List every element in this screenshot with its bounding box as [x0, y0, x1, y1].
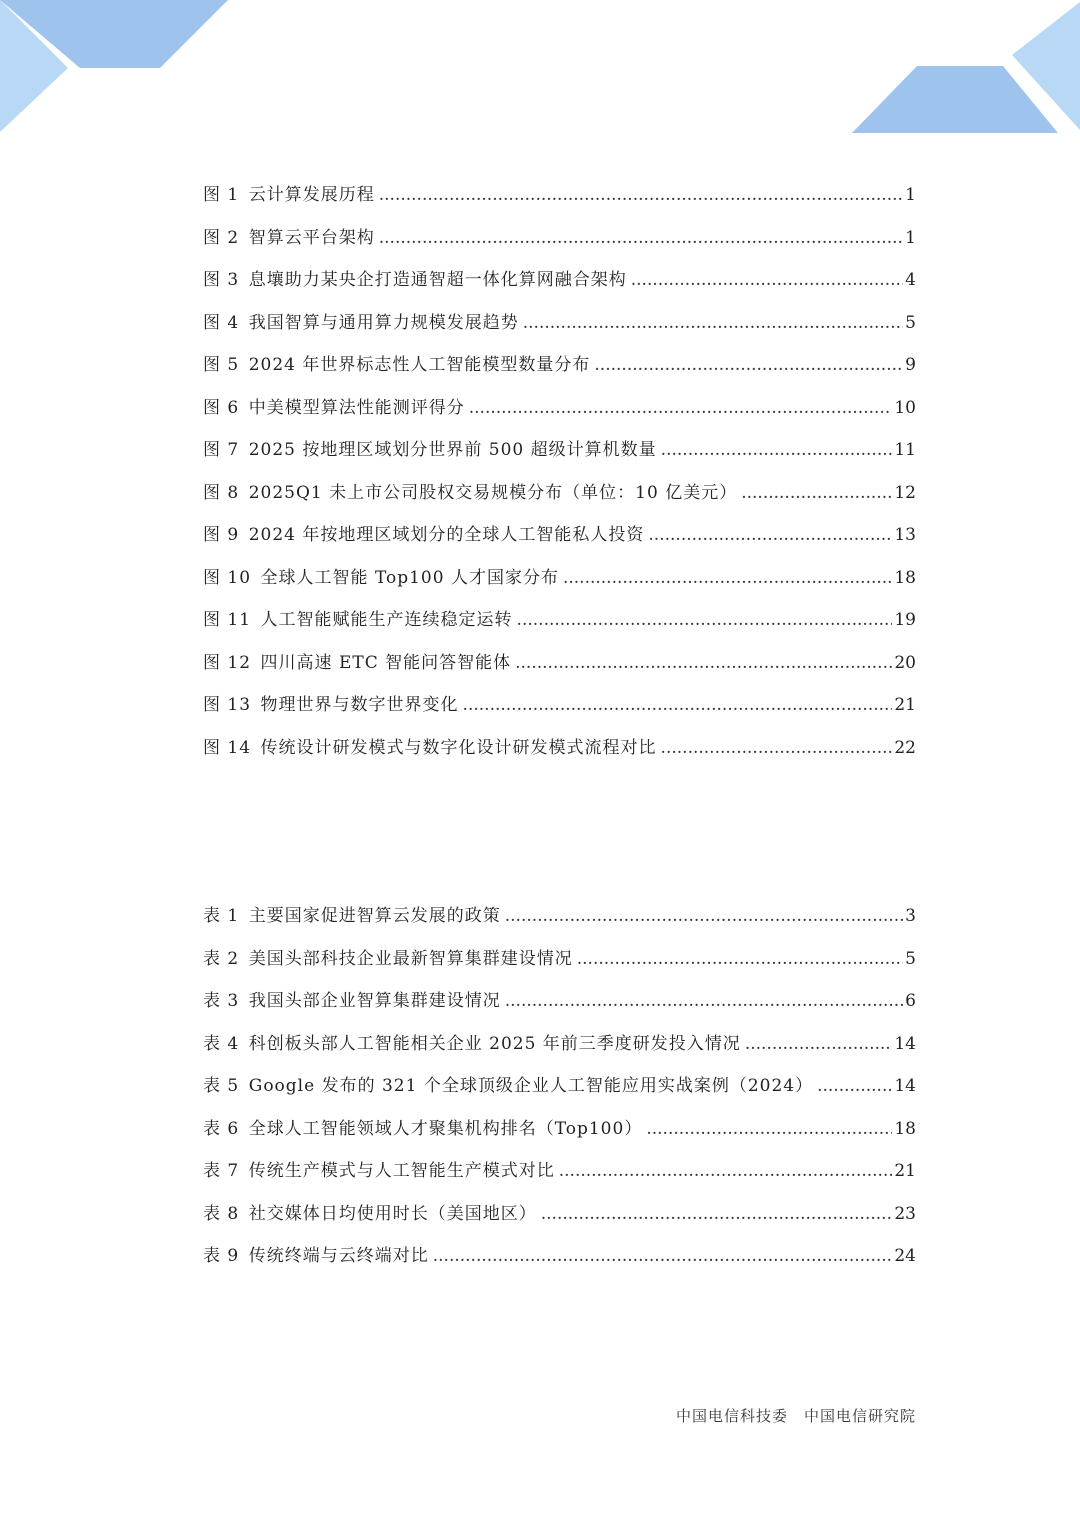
- dot-leader: [517, 610, 893, 630]
- table-entry[interactable]: [203, 944, 916, 987]
- table-entry-title: 我国头部企业智算集群建设情况: [248, 991, 501, 1011]
- figure-entry-page: 9: [905, 355, 916, 375]
- table-list: [203, 901, 916, 1284]
- figure-entry-title: 传统设计研发模式与数字化设计研发模式流程对比: [260, 737, 657, 758]
- dot-leader: [661, 440, 893, 460]
- figure-entry-label: 图 4: [203, 312, 240, 333]
- figure-entry-page: 11: [894, 440, 916, 460]
- table-entry-page: 21: [894, 1161, 916, 1181]
- figure-entry-label: 图 9: [203, 525, 240, 545]
- table-entry-page: 14: [894, 1033, 916, 1054]
- figure-entry-title: 2024 年按地理区域划分的全球人工智能私人投资: [248, 525, 645, 545]
- table-entry-title: 传统终端与云终端对比: [248, 1246, 429, 1266]
- figure-entry-title: 2024 年世界标志性人工智能模型数量分布: [248, 355, 591, 375]
- figure-entry[interactable]: [203, 435, 916, 478]
- table-entry-page: 23: [894, 1203, 916, 1224]
- figure-entry-page: 21: [894, 695, 916, 715]
- table-entry-label: 表 7: [203, 1161, 240, 1181]
- table-entry-label: 表 2: [203, 948, 240, 969]
- figure-entry-label: 图 7: [203, 440, 240, 460]
- figure-entry-title: 云计算发展历程: [248, 185, 375, 205]
- dot-leader: [594, 355, 903, 375]
- figure-entry[interactable]: [203, 478, 916, 521]
- dot-leader: [646, 1119, 892, 1139]
- figure-entry-page: 12: [894, 482, 916, 503]
- table-entry-label: 表 8: [203, 1203, 240, 1224]
- table-entry-title: 传统生产模式与人工智能生产模式对比: [248, 1161, 555, 1181]
- table-entry-title: 科创板头部人工智能相关企业 2025 年前三季度研发投入情况: [248, 1033, 741, 1054]
- figure-entry-label: 图 13: [203, 695, 252, 715]
- figure-entry-title: 2025 按地理区域划分世界前 500 超级计算机数量: [248, 440, 657, 460]
- table-entry-label: 表 6: [203, 1118, 240, 1139]
- figure-entry-title: 2025Q1 未上市公司股权交易规模分布（单位：10 亿美元）: [248, 482, 738, 503]
- figure-list: [203, 180, 916, 775]
- table-entry[interactable]: [203, 1114, 916, 1157]
- table-entry-page: 5: [905, 948, 916, 969]
- table-entry-page: 14: [894, 1076, 916, 1096]
- figure-entry-page: 5: [905, 312, 916, 333]
- figure-entry[interactable]: [203, 520, 916, 563]
- dot-leader: [505, 906, 903, 926]
- table-entry-page: 18: [894, 1118, 916, 1139]
- table-entry[interactable]: [203, 1156, 916, 1199]
- table-entry-title: 主要国家促进智算云发展的政策: [248, 906, 501, 926]
- dot-leader: [433, 1246, 893, 1266]
- table-entry-title: 美国头部科技企业最新智算集群建设情况: [248, 948, 573, 969]
- dot-leader: [577, 949, 903, 969]
- dot-leader: [379, 228, 903, 248]
- decor-shape-right-trapezoid: [852, 66, 1058, 133]
- figure-entry-page: 10: [894, 397, 916, 418]
- figure-entry-label: 图 11: [203, 610, 252, 630]
- table-entry-label: 表 3: [203, 991, 240, 1011]
- dot-leader: [379, 185, 903, 205]
- dot-leader: [505, 991, 903, 1011]
- figure-entry-label: 图 10: [203, 567, 252, 588]
- table-entry[interactable]: [203, 1029, 916, 1072]
- figure-entry-page: 4: [905, 270, 916, 290]
- dot-leader: [523, 313, 903, 333]
- footer-organizations: 中国电信科技委 中国电信研究院: [675, 1407, 916, 1425]
- dot-leader: [661, 738, 893, 758]
- header-decoration: [0, 0, 1080, 150]
- dot-leader: [563, 568, 892, 588]
- figure-entry-label: 图 12: [203, 652, 252, 673]
- table-entry-page: 3: [905, 906, 916, 926]
- dot-leader: [741, 483, 892, 503]
- figure-entry[interactable]: [203, 605, 916, 648]
- table-entry-page: 24: [894, 1246, 916, 1266]
- figure-entry-page: 18: [894, 567, 916, 588]
- figure-entry-page: 22: [894, 737, 916, 758]
- figure-entry-label: 图 3: [203, 270, 240, 290]
- figure-entry-title: 息壤助力某央企打造通智超一体化算网融合架构: [248, 270, 627, 290]
- figure-entry-title: 人工智能赋能生产连续稳定运转: [260, 610, 513, 630]
- figure-entry-page: 20: [894, 652, 916, 673]
- table-entry-label: 表 5: [203, 1076, 240, 1096]
- figure-entry-page: 1: [905, 185, 916, 205]
- figure-entry[interactable]: [203, 265, 916, 308]
- figure-entry[interactable]: [203, 648, 916, 691]
- figure-entry[interactable]: [203, 308, 916, 351]
- figure-entry-title: 全球人工智能 Top100 人才国家分布: [260, 567, 559, 588]
- table-entry-title: 社交媒体日均使用时长（美国地区）: [248, 1203, 537, 1224]
- dot-leader: [541, 1204, 893, 1224]
- dot-leader: [559, 1161, 893, 1181]
- table-entry-label: 表 9: [203, 1246, 240, 1266]
- figure-entry[interactable]: [203, 180, 916, 223]
- table-entry-label: 表 1: [203, 906, 240, 926]
- table-entry-title: Google 发布的 321 个全球顶级企业人工智能应用实战案例（2024）: [248, 1076, 814, 1096]
- figure-entry[interactable]: [203, 563, 916, 606]
- table-entry[interactable]: [203, 986, 916, 1029]
- dot-leader: [463, 695, 893, 715]
- dot-leader: [631, 270, 903, 290]
- table-entry[interactable]: [203, 901, 916, 944]
- figure-entry-label: 图 5: [203, 355, 240, 375]
- figure-entry[interactable]: [203, 733, 916, 776]
- dot-leader: [745, 1034, 893, 1054]
- dot-leader: [515, 653, 892, 673]
- table-entry[interactable]: [203, 1071, 916, 1114]
- figure-entry-label: 图 1: [203, 185, 240, 205]
- figure-entry[interactable]: [203, 350, 916, 393]
- dot-leader: [817, 1076, 892, 1096]
- table-entry[interactable]: [203, 1241, 916, 1284]
- figure-entry-label: 图 8: [203, 482, 240, 503]
- figure-entry[interactable]: [203, 690, 916, 733]
- figure-entry-title: 智算云平台架构: [248, 227, 375, 248]
- figure-entry[interactable]: [203, 393, 916, 436]
- figure-entry[interactable]: [203, 223, 916, 266]
- figure-entry-title: 我国智算与通用算力规模发展趋势: [248, 312, 519, 333]
- figure-entry-label: 图 14: [203, 737, 252, 758]
- figure-entry-page: 19: [894, 610, 916, 630]
- figure-entry-title: 物理世界与数字世界变化: [260, 695, 459, 715]
- figure-entry-title: 中美模型算法性能测评得分: [248, 397, 465, 418]
- dot-leader: [648, 525, 892, 545]
- figure-entry-page: 13: [894, 525, 916, 545]
- figure-entry-page: 1: [905, 227, 916, 248]
- table-entry-title: 全球人工智能领域人才聚集机构排名（Top100）: [248, 1118, 643, 1139]
- table-entry-label: 表 4: [203, 1033, 240, 1054]
- dot-leader: [469, 398, 893, 418]
- table-entry-page: 6: [905, 991, 916, 1011]
- table-entry[interactable]: [203, 1199, 916, 1242]
- figure-entry-label: 图 6: [203, 397, 240, 418]
- figure-entry-label: 图 2: [203, 227, 240, 248]
- figure-entry-title: 四川高速 ETC 智能问答智能体: [260, 652, 512, 673]
